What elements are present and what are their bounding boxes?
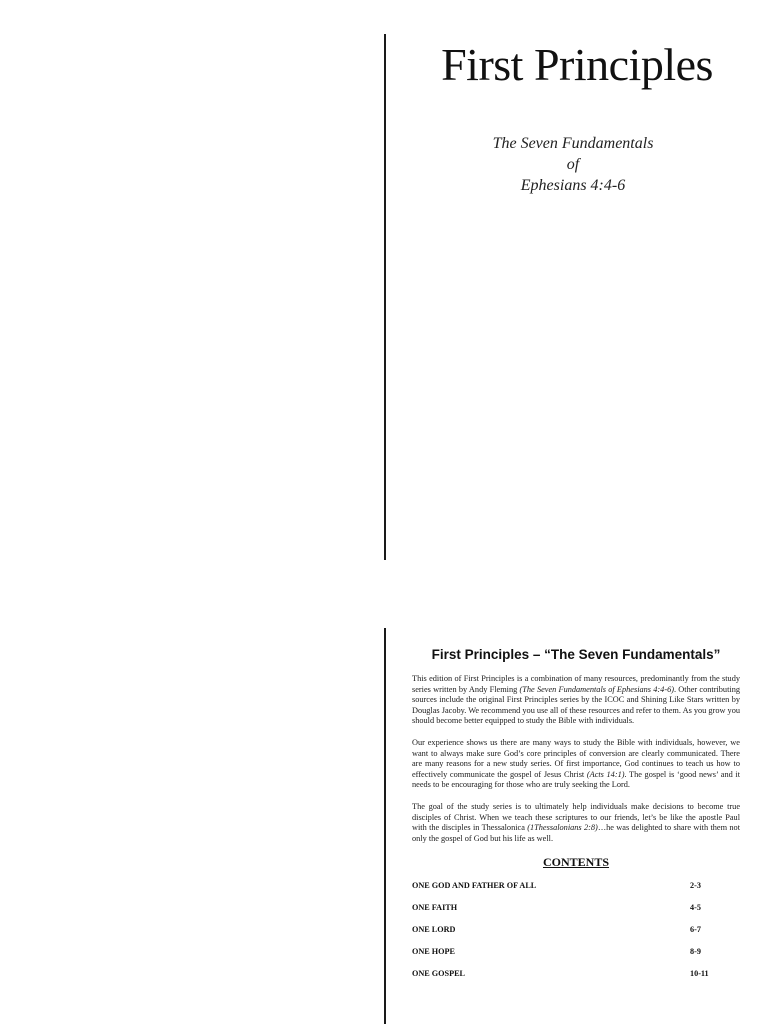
toc-entry [412,969,740,991]
intro-paragraph [412,738,740,791]
cover-page [386,0,768,560]
paragraph-text: This edition of First Principles is a combination of many resources, predominantly from the study series written by Andy Fleming [412,674,740,694]
toc-entry [412,925,740,947]
scripture-reference: (Acts 14:1) [586,769,625,779]
toc-label: ONE GOD AND FATHER OF ALL [412,881,537,891]
toc-entry [412,903,740,925]
paragraph-text: The goal of the study series is to ultimately help individuals make decisions to become true disciples of Christ. When we teach these scriptures to our friends, let’s be like the apostle Paul with the disciples in Thessalonica [412,801,740,833]
toc-pages: 2-3 [690,881,701,891]
cover-subtitle-line: of [566,156,580,173]
paragraph-text: …he was delighted to share with them not only the gospel of God but his life as well. [412,823,740,843]
toc-pages: 10-11 [690,969,709,979]
toc-pages: 8-9 [690,947,701,957]
toc-pages: 6-7 [690,925,701,935]
scripture-reference: (1Thessalonians 2:8) [527,823,598,833]
intro-paragraph [412,674,740,727]
toc-label: ONE HOPE [412,947,455,957]
cover-title: First Principles [441,39,713,90]
page-divider-bottom [384,628,386,1024]
toc-entry [412,947,740,969]
scripture-reference: (The Seven Fundamentals of Ephesians 4:4-6) [519,684,674,694]
contents-heading: CONTENTS [542,855,610,870]
cover-subtitle [386,133,760,196]
toc-label: ONE LORD [412,925,456,935]
intro-paragraph [412,802,740,844]
toc-label: ONE FAITH [412,903,458,913]
cover-subtitle-line: The Seven Fundamentals [492,135,654,152]
intro-page [412,640,740,1024]
paragraph-text: Our experience shows us there are many ways to study the Bible with individuals, however, we want to always make sure God’s core principles of conversion are clearly communicated. There are many reasons for a new study series. Of first importance, God continues to teach us how to effectively communicate the gospel of Jesus Christ [412,737,740,779]
intro-heading: First Principles – “The Seven Fundamentals” [431,647,721,662]
toc-pages: 4-5 [690,903,701,913]
paragraph-text: . The gospel is ‘good news’ and it needs to be encouraging for those who are truly seeking the Lord. [412,769,740,790]
toc-label: ONE GOSPEL [412,969,466,979]
cover-subtitle-line: Ephesians 4:4-6 [520,177,626,194]
toc-entry [412,881,740,903]
paragraph-text: . Other contributing sources include the original First Principles series by the ICOC and Shining Like Stars written by Douglas Jacoby. We recommend you use all of these resources and refer to them. As you grow you should become better equipped to study the Bible with individuals. [412,684,740,726]
